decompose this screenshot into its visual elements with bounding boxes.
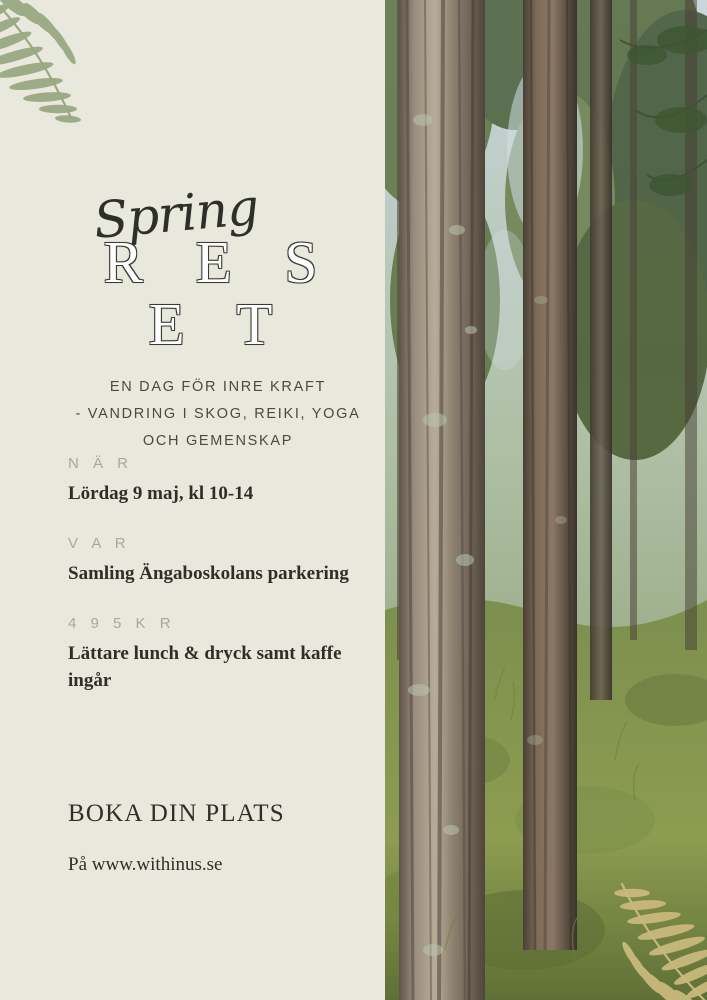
detail-price — [68, 615, 368, 693]
forest-photo — [385, 0, 707, 1000]
title-block — [68, 177, 368, 454]
detail-label: V A R — [68, 535, 131, 553]
title-main: R E S E T — [103, 229, 337, 357]
detail-where — [68, 535, 368, 587]
detail-value: Lördag 9 maj, kl 10-14 — [68, 483, 254, 504]
details-list — [68, 455, 368, 722]
detail-label: N Ä R — [68, 455, 134, 472]
subtitle-line-1: EN DAG FÖR INRE KRAFT — [109, 378, 327, 395]
cta-website[interactable]: På www.withinus.se — [68, 854, 223, 875]
detail-when — [68, 455, 368, 507]
subtitle-line-2: - VANDRING I SKOG, REIKI, YOGA — [75, 405, 361, 422]
cta-title: BOKA DIN PLATS — [68, 800, 285, 827]
title-script: Spring — [91, 177, 261, 250]
detail-value: Lättare lunch & dryck samt kaffe ingår — [68, 643, 342, 691]
subtitle — [68, 374, 368, 454]
call-to-action — [68, 800, 388, 876]
detail-label: 4 9 5 K R — [68, 615, 176, 633]
subtitle-line-3: OCH GEMENSKAP — [142, 432, 294, 449]
detail-value: Samling Ängaboskolans parkering — [68, 563, 349, 585]
